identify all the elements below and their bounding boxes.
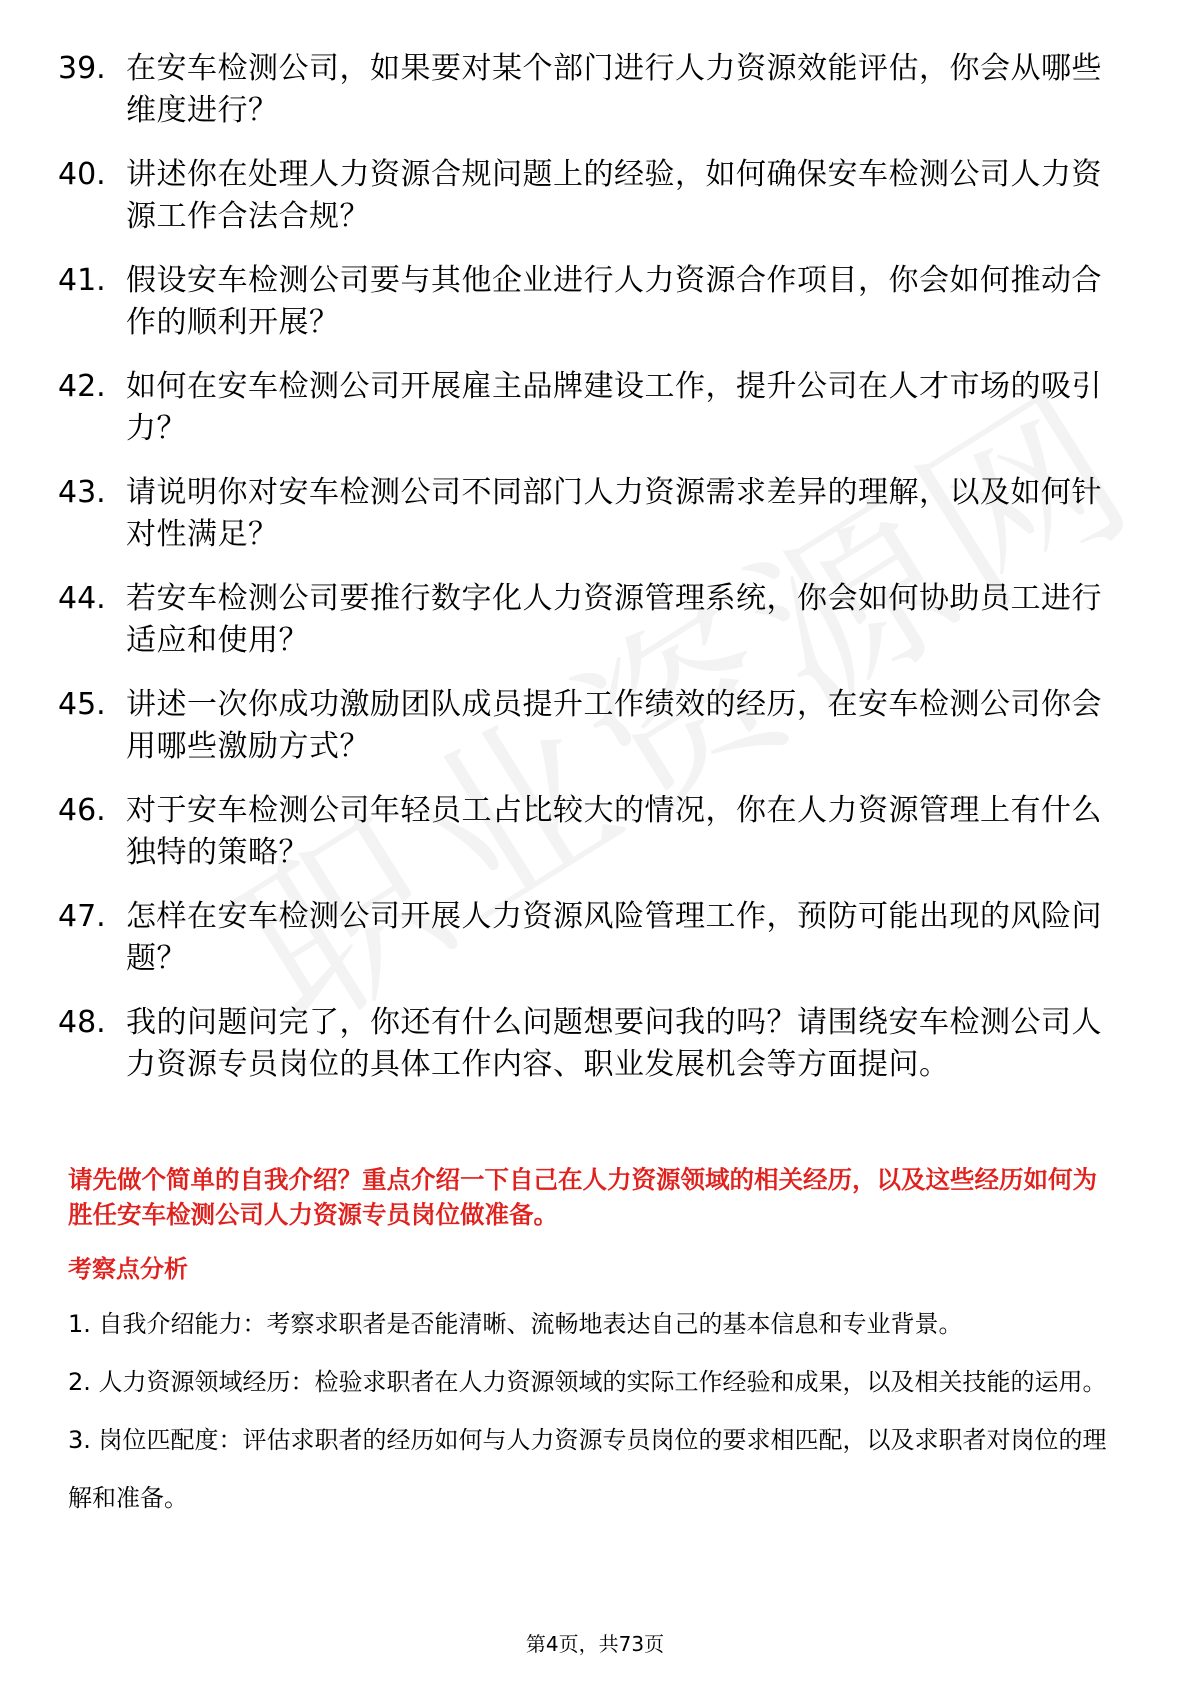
question-number: 42.: [58, 369, 106, 404]
question-item: [58, 472, 1118, 556]
question-item: [58, 260, 1118, 344]
question-item: [58, 790, 1118, 874]
question-item: [58, 48, 1118, 132]
question-number: 45.: [58, 687, 106, 722]
question-number: 48.: [58, 1005, 106, 1040]
highlighted-question: 请先做个简单的自我介绍？重点介绍一下自己在人力资源领域的相关经历，以及这些经历如何为胜任安车检测公司人力资源专员岗位做准备。: [68, 1165, 1097, 1229]
question-number: 39.: [58, 51, 106, 86]
question-number: 40.: [58, 157, 106, 192]
analysis-item: 3. 岗位匹配度：评估求职者的经历如何与人力资源专员岗位的要求相匹配，以及求职者对岗位的理解和准备。: [68, 1426, 1107, 1512]
question-text: 对于安车检测公司年轻员工占比较大的情况，你在人力资源管理上有什么独特的策略？: [126, 793, 1102, 870]
question-text: 讲述你在处理人力资源合规问题上的经验，如何确保安车检测公司人力资源工作合法合规？: [126, 157, 1102, 234]
question-text: 怎样在安车检测公司开展人力资源风险管理工作，预防可能出现的风险问题？: [126, 899, 1102, 976]
analysis-list: [68, 1295, 1118, 1527]
question-number: 46.: [58, 793, 106, 828]
question-item: [58, 366, 1118, 450]
analysis-item: 2. 人力资源领域经历：检验求职者在人力资源领域的实际工作经验和成果，以及相关技能的运用。: [68, 1368, 1107, 1396]
question-text: 如何在安车检测公司开展雇主品牌建设工作，提升公司在人才市场的吸引力？: [126, 369, 1102, 446]
page-number: 第4页，共73页: [525, 1632, 665, 1656]
question-text: 我的问题问完了，你还有什么问题想要问我的吗？请围绕安车检测公司人力资源专员岗位的具体工作内容、职业发展机会等方面提问。: [126, 1005, 1102, 1082]
analysis-item: 1. 自我介绍能力：考察求职者是否能清晰、流畅地表达自己的基本信息和专业背景。: [68, 1310, 963, 1338]
question-item: [58, 154, 1118, 238]
question-item: [58, 684, 1118, 768]
question-number: 47.: [58, 899, 106, 934]
question-text: 假设安车检测公司要与其他企业进行人力资源合作项目，你会如何推动合作的顺利开展？: [126, 263, 1102, 340]
question-number: 44.: [58, 581, 106, 616]
question-text: 若安车检测公司要推行数字化人力资源管理系统，你会如何协助员工进行适应和使用？: [126, 581, 1102, 658]
question-text: 讲述一次你成功激励团队成员提升工作绩效的经历，在安车检测公司你会用哪些激励方式？: [126, 687, 1102, 764]
question-text: 在安车检测公司，如果要对某个部门进行人力资源效能评估，你会从哪些维度进行？: [126, 51, 1102, 128]
question-item: [58, 578, 1118, 662]
question-list: [58, 48, 1118, 1108]
question-item: [58, 1002, 1118, 1086]
analysis-heading: 考察点分析: [68, 1255, 188, 1283]
question-number: 43.: [58, 475, 106, 510]
question-number: 41.: [58, 263, 106, 298]
question-item: [58, 896, 1118, 980]
question-text: 请说明你对安车检测公司不同部门人力资源需求差异的理解，以及如何针对性满足？: [126, 475, 1102, 552]
